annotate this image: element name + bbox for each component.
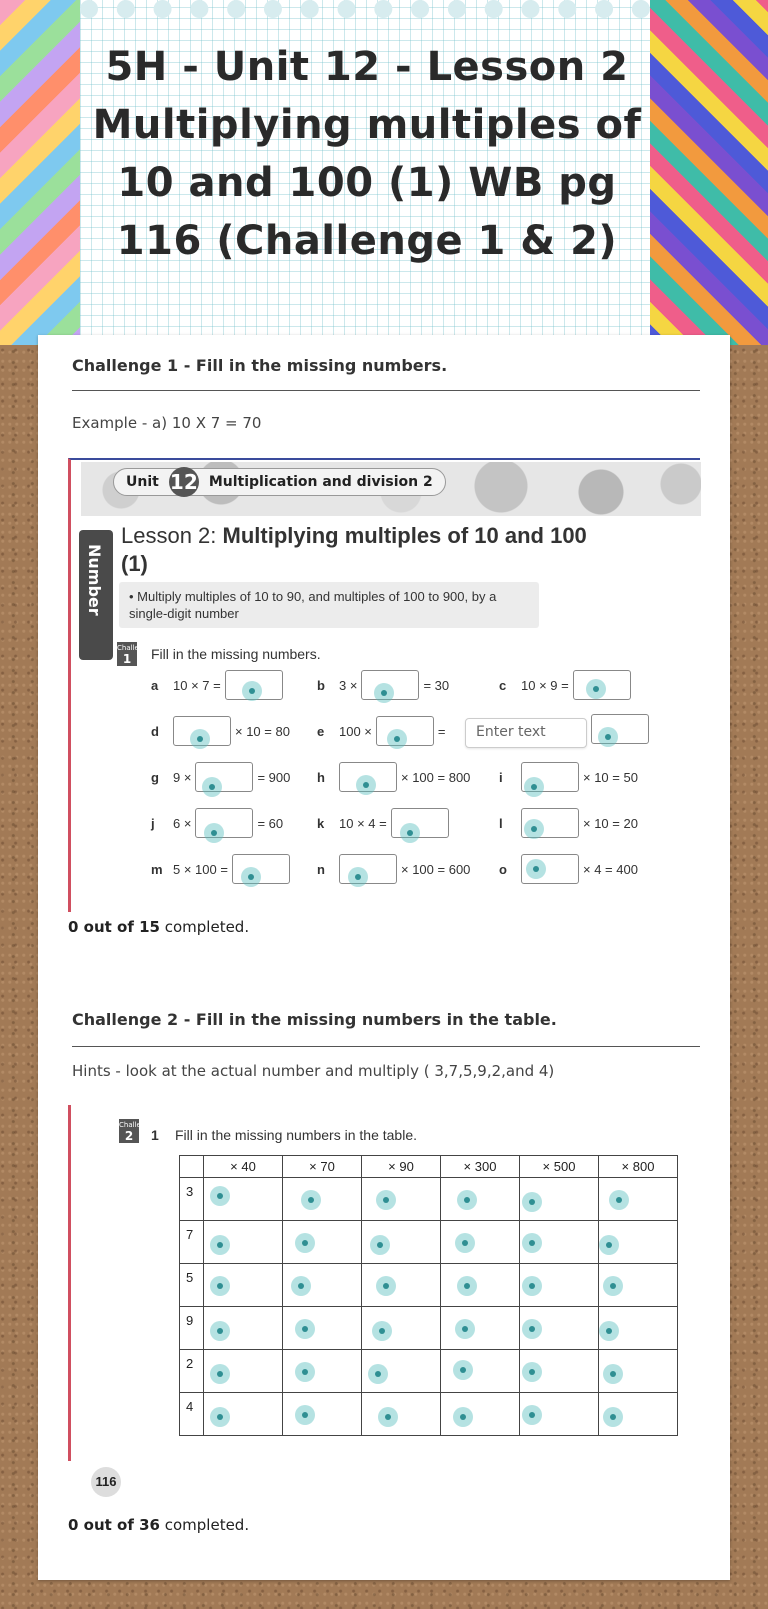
- hotspot-icon[interactable]: [455, 1319, 475, 1339]
- question-text: × 10 = 50: [583, 769, 638, 785]
- hotspot-icon[interactable]: [453, 1407, 473, 1427]
- answer-box-c[interactable]: [573, 670, 631, 700]
- progress-count: 0 out of 36: [68, 1516, 160, 1534]
- table-cell[interactable]: [362, 1264, 441, 1307]
- hotspot-icon[interactable]: [190, 729, 210, 749]
- hotspot-icon[interactable]: [598, 727, 618, 747]
- challenge-2-heading: Challenge 2 - Fill in the missing numbers in the table.: [72, 1010, 557, 1029]
- question-m: [151, 854, 290, 884]
- question-j: [151, 808, 283, 838]
- hotspot-icon[interactable]: [524, 777, 544, 797]
- table-cell[interactable]: [204, 1307, 283, 1350]
- hotspot-icon[interactable]: [210, 1364, 230, 1384]
- hotspot-icon[interactable]: [603, 1407, 623, 1427]
- question-label: m: [151, 861, 163, 877]
- table-row: [180, 1264, 678, 1307]
- question-text: 9 ×: [173, 769, 192, 785]
- page-title: 5H - Unit 12 - Lesson 2 Multiplying multiples of 10 and 100 (1) WB pg 116 (Challenge 1 & 2): [92, 44, 642, 264]
- hotspot-icon[interactable]: [455, 1233, 475, 1253]
- progress-suffix: completed.: [159, 1516, 250, 1534]
- challenge-1-progress: [68, 918, 249, 936]
- table-row: [180, 1178, 678, 1221]
- question-label: i: [499, 769, 503, 785]
- hotspot-icon[interactable]: [457, 1190, 477, 1210]
- table-cell[interactable]: [283, 1221, 362, 1264]
- answer-box-f[interactable]: [591, 714, 649, 744]
- answer-box-d[interactable]: [173, 716, 231, 746]
- question-label: c: [499, 677, 507, 693]
- table-cell[interactable]: [362, 1178, 441, 1221]
- hotspot-icon[interactable]: [603, 1276, 623, 1296]
- hotspot-icon[interactable]: [241, 867, 261, 887]
- challenge-2-progress: [68, 1516, 249, 1534]
- question-text: × 4 = 400: [583, 861, 638, 877]
- answer-box-o[interactable]: [521, 854, 579, 884]
- hotspot-icon[interactable]: [603, 1364, 623, 1384]
- table-cell[interactable]: [599, 1221, 678, 1264]
- answer-box-i[interactable]: [521, 762, 579, 792]
- hotspot-icon[interactable]: [524, 819, 544, 839]
- table-row: [180, 1307, 678, 1350]
- hotspot-icon[interactable]: [295, 1319, 315, 1339]
- table-cell[interactable]: [599, 1350, 678, 1393]
- table-cell[interactable]: [283, 1350, 362, 1393]
- hotspot-icon[interactable]: [204, 823, 224, 843]
- hotspot-icon[interactable]: [210, 1235, 230, 1255]
- hotspot-icon[interactable]: [522, 1276, 542, 1296]
- answer-box-e[interactable]: [376, 716, 434, 746]
- challenge-badge-word: Challenge: [117, 644, 152, 652]
- answer-box-m[interactable]: [232, 854, 290, 884]
- hotspot-icon[interactable]: [522, 1362, 542, 1382]
- side-tab-label: Number: [85, 544, 104, 616]
- question-text: × 10 = 80: [235, 723, 290, 739]
- row-header: 2: [180, 1350, 204, 1393]
- hotspot-icon[interactable]: [348, 867, 368, 887]
- row-header: 5: [180, 1264, 204, 1307]
- hotspot-icon[interactable]: [291, 1276, 311, 1296]
- column-header: × 90: [362, 1156, 441, 1178]
- question-text: × 100 = 800: [401, 769, 471, 785]
- hotspot-icon[interactable]: [400, 823, 420, 843]
- column-header: × 800: [599, 1156, 678, 1178]
- hotspot-icon[interactable]: [376, 1276, 396, 1296]
- table-cell[interactable]: [520, 1393, 599, 1436]
- hotspot-icon[interactable]: [210, 1407, 230, 1427]
- question-b: [317, 670, 449, 700]
- question-text: 6 ×: [173, 815, 192, 831]
- hotspot-icon[interactable]: [522, 1233, 542, 1253]
- hotspot-icon[interactable]: [368, 1364, 388, 1384]
- question-text: 10 × 9 =: [521, 677, 569, 693]
- column-header: × 300: [441, 1156, 520, 1178]
- table-cell[interactable]: [441, 1178, 520, 1221]
- worksheet-image-challenge-1: [68, 458, 700, 912]
- unit-title: Multiplication and division 2: [208, 474, 433, 490]
- table-cell[interactable]: [441, 1307, 520, 1350]
- table-cell[interactable]: [204, 1264, 283, 1307]
- question-text: 10 × 4 =: [339, 815, 387, 831]
- answer-box-b[interactable]: [361, 670, 419, 700]
- worksheet-image-challenge-2: [68, 1105, 700, 1489]
- hotspot-icon[interactable]: [522, 1192, 542, 1212]
- hotspot-icon[interactable]: [522, 1319, 542, 1339]
- challenge-1-heading: Challenge 1 - Fill in the missing numbers.: [72, 356, 448, 375]
- hotspot-icon[interactable]: [387, 729, 407, 749]
- unit-number: 12: [169, 467, 199, 497]
- challenge-2-divider: [72, 1046, 700, 1047]
- challenge-2-badge: [119, 1119, 154, 1143]
- table-cell[interactable]: [283, 1264, 362, 1307]
- answer-box-l[interactable]: [521, 808, 579, 838]
- table-cell[interactable]: [441, 1221, 520, 1264]
- question-i: [499, 762, 638, 792]
- challenge-2-hint: Hints - look at the actual number and multiply ( 3,7,5,9,2,and 4): [72, 1062, 555, 1080]
- hotspot-icon[interactable]: [376, 1190, 396, 1210]
- question-text: 10 × 7 =: [173, 677, 221, 693]
- row-header: 9: [180, 1307, 204, 1350]
- challenge-1-instruction: Fill in the missing numbers.: [151, 646, 321, 662]
- answer-box-a[interactable]: [225, 670, 283, 700]
- table-cell[interactable]: [283, 1178, 362, 1221]
- row-header: 7: [180, 1221, 204, 1264]
- hotspot-icon[interactable]: [210, 1321, 230, 1341]
- hotspot-icon[interactable]: [202, 777, 222, 797]
- banner-right-stripes: [648, 0, 768, 345]
- hotspot-icon[interactable]: [457, 1276, 477, 1296]
- column-header: × 500: [520, 1156, 599, 1178]
- question-label: n: [317, 861, 325, 877]
- multiplication-table: [179, 1155, 678, 1436]
- challenge-1-example: Example - a) 10 X 7 = 70: [72, 414, 262, 432]
- question-label: e: [317, 723, 325, 739]
- table-cell[interactable]: [204, 1221, 283, 1264]
- hotspot-icon[interactable]: [609, 1190, 629, 1210]
- hotspot-icon[interactable]: [210, 1276, 230, 1296]
- question-label: j: [151, 815, 155, 831]
- table-cell[interactable]: [520, 1264, 599, 1307]
- challenge-badge-number: 1: [122, 652, 132, 666]
- answer-box-n[interactable]: [339, 854, 397, 884]
- hotspot-icon[interactable]: [526, 859, 546, 879]
- challenge-badge-number: 2: [124, 1129, 134, 1143]
- question-label: o: [499, 861, 507, 877]
- table-row: [180, 1393, 678, 1436]
- question-number: 1: [151, 1127, 159, 1143]
- question-label: a: [151, 677, 159, 693]
- table-cell[interactable]: [283, 1393, 362, 1436]
- challenge-2-instruction: Fill in the missing numbers in the table.: [175, 1127, 417, 1143]
- table-cell[interactable]: [520, 1350, 599, 1393]
- table-cell[interactable]: [520, 1178, 599, 1221]
- lesson-prefix: Lesson 2:: [121, 523, 223, 548]
- question-k: [317, 808, 449, 838]
- question-g: [151, 762, 290, 792]
- table-cell[interactable]: [362, 1221, 441, 1264]
- question-label: h: [317, 769, 325, 785]
- table-row: [180, 1350, 678, 1393]
- table-cell[interactable]: [441, 1350, 520, 1393]
- question-label: g: [151, 769, 159, 785]
- question-label: d: [151, 723, 159, 739]
- answer-box-g[interactable]: [195, 762, 253, 792]
- question-text: 5 × 100 =: [173, 861, 228, 877]
- row-header: 3: [180, 1178, 204, 1221]
- question-label: l: [499, 815, 503, 831]
- hotspot-icon[interactable]: [378, 1407, 398, 1427]
- table-cell[interactable]: [204, 1393, 283, 1436]
- question-text: = 30: [423, 677, 450, 693]
- hotspot-icon[interactable]: [372, 1321, 392, 1341]
- table-corner: [180, 1156, 204, 1178]
- lesson-name: Multiplying multiples of 10 and 100 (1): [121, 523, 587, 576]
- table-cell[interactable]: [520, 1221, 599, 1264]
- table-cell[interactable]: [599, 1393, 678, 1436]
- hotspot-icon[interactable]: [210, 1186, 230, 1206]
- row-header: 4: [180, 1393, 204, 1436]
- question-d: [151, 716, 290, 746]
- hotspot-icon[interactable]: [242, 681, 262, 701]
- table-cell[interactable]: [362, 1350, 441, 1393]
- number-side-tab: [79, 530, 113, 660]
- question-f: [591, 714, 649, 744]
- table-cell[interactable]: [599, 1307, 678, 1350]
- table-cell[interactable]: [599, 1264, 678, 1307]
- question-h: [317, 762, 470, 792]
- hotspot-icon[interactable]: [295, 1405, 315, 1425]
- enter-text-input[interactable]: Enter text: [465, 718, 587, 748]
- hotspot-icon[interactable]: [301, 1190, 321, 1210]
- challenge-1-badge: [117, 642, 152, 666]
- column-header: × 70: [283, 1156, 362, 1178]
- answer-box-j[interactable]: [195, 808, 253, 838]
- unit-word: Unit: [126, 474, 159, 490]
- lesson-objective: • Multiply multiples of 10 to 90, and multiples of 100 to 900, by a single-digit number: [119, 582, 539, 628]
- table-cell[interactable]: [204, 1178, 283, 1221]
- table-cell[interactable]: [283, 1307, 362, 1350]
- table-row: [180, 1221, 678, 1264]
- hotspot-icon[interactable]: [522, 1405, 542, 1425]
- challenge-1-divider: [72, 390, 700, 391]
- table-header-row: [180, 1156, 678, 1178]
- hotspot-icon[interactable]: [374, 683, 394, 703]
- hotspot-icon[interactable]: [295, 1362, 315, 1382]
- question-text: = 60: [257, 815, 284, 831]
- question-text: 100 ×: [339, 723, 372, 739]
- hotspot-icon[interactable]: [295, 1233, 315, 1253]
- column-header: × 40: [204, 1156, 283, 1178]
- hotspot-icon[interactable]: [370, 1235, 390, 1255]
- table-cell[interactable]: [441, 1393, 520, 1436]
- question-text: × 100 = 600: [401, 861, 471, 877]
- table-cell[interactable]: [204, 1350, 283, 1393]
- question-label: k: [317, 815, 325, 831]
- workbook-page-number: 116: [91, 1467, 121, 1497]
- hotspot-icon[interactable]: [599, 1235, 619, 1255]
- progress-count: 0 out of 15: [68, 918, 160, 936]
- answer-box-h[interactable]: [339, 762, 397, 792]
- lesson-title: [121, 522, 601, 578]
- table-cell[interactable]: [441, 1264, 520, 1307]
- challenge-badge-word: Challenge: [119, 1121, 154, 1129]
- question-text: = 900: [257, 769, 291, 785]
- question-e: [317, 716, 446, 746]
- hotspot-icon[interactable]: [586, 679, 606, 699]
- question-c: [499, 670, 631, 700]
- question-text: 3 ×: [339, 677, 358, 693]
- question-a: [151, 670, 283, 700]
- progress-suffix: completed.: [159, 918, 250, 936]
- answer-box-k[interactable]: [391, 808, 449, 838]
- table-cell[interactable]: [599, 1178, 678, 1221]
- question-text: =: [437, 723, 446, 739]
- unit-label: [113, 468, 446, 496]
- question-n: [317, 854, 470, 884]
- table-cell[interactable]: [362, 1393, 441, 1436]
- table-cell[interactable]: [362, 1307, 441, 1350]
- hotspot-icon[interactable]: [599, 1321, 619, 1341]
- hotspot-icon[interactable]: [356, 775, 376, 795]
- table-cell[interactable]: [520, 1307, 599, 1350]
- question-label: b: [317, 677, 325, 693]
- hotspot-icon[interactable]: [453, 1360, 473, 1380]
- question-text: × 10 = 20: [583, 815, 638, 831]
- question-o: [499, 854, 638, 884]
- question-l: [499, 808, 638, 838]
